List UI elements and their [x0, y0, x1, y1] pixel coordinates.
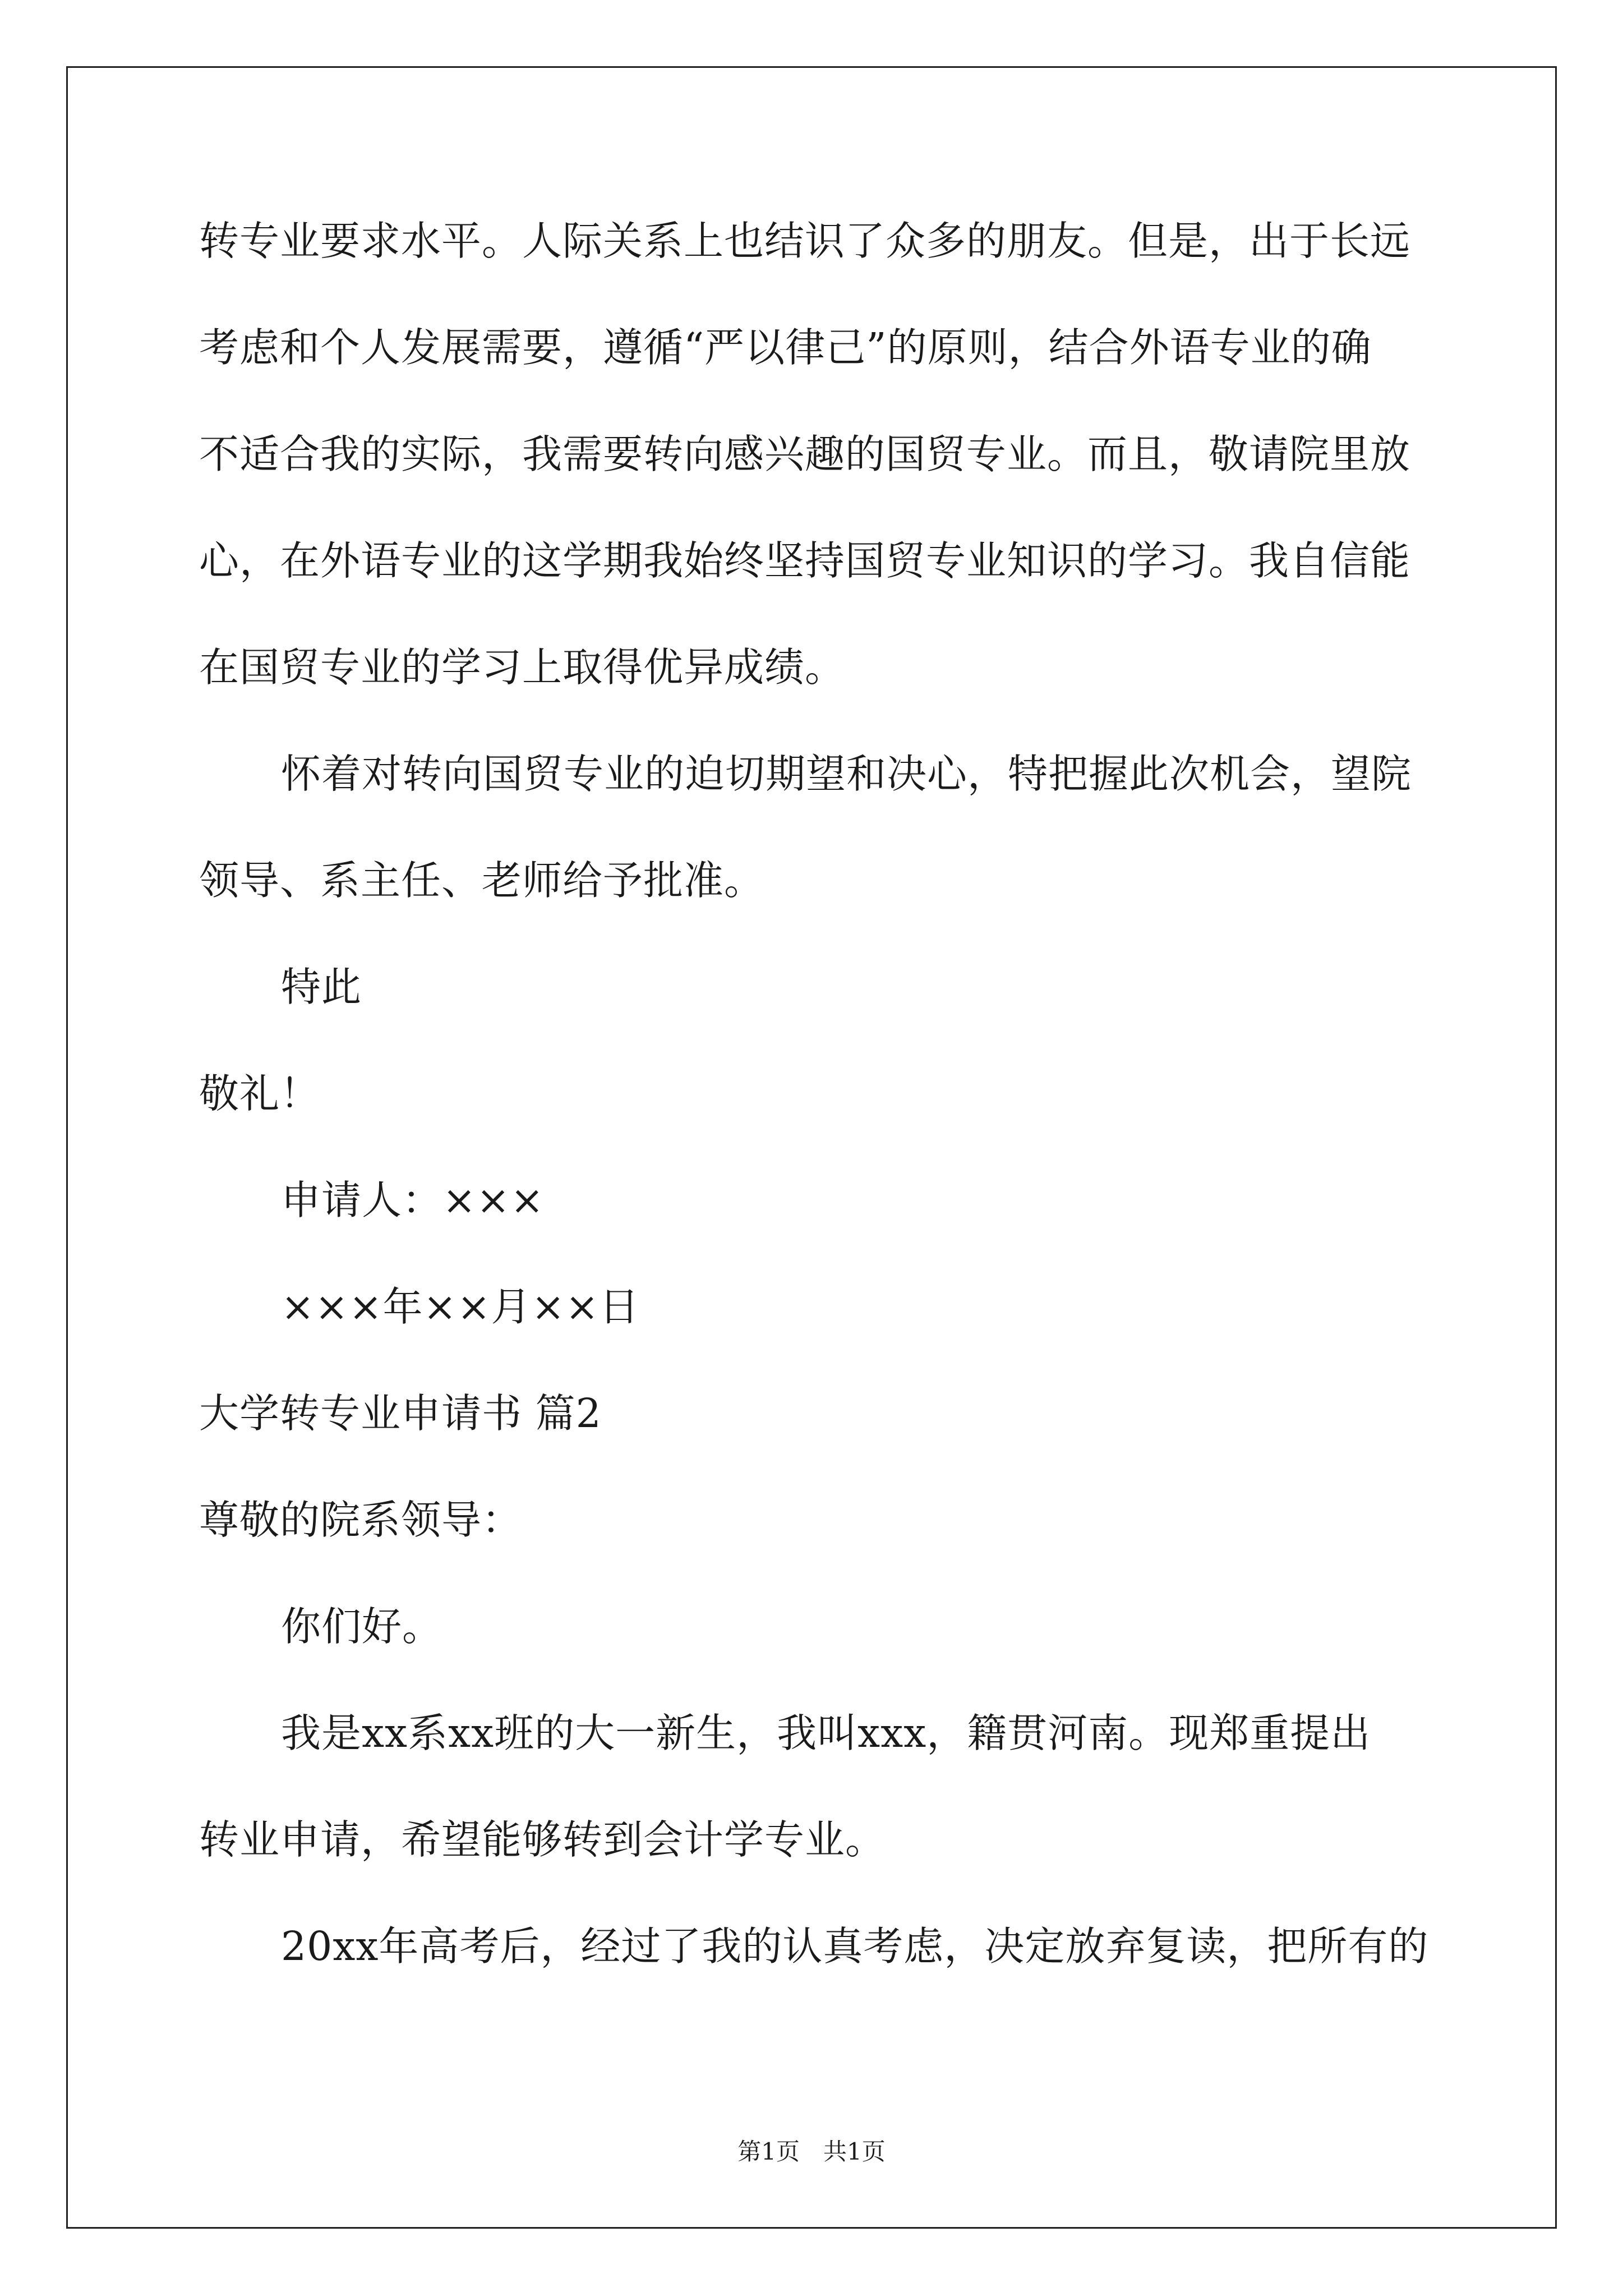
paragraph-line-1: 转专业要求水平。人际关系上也结识了众多的朋友。但是，出于长远 — [199, 218, 1411, 264]
paragraph-line-6: 怀着对转向国贸专业的迫切期望和决心，特把握此次机会，望院 — [281, 751, 1412, 797]
salutation: 尊敬的院系领导： — [199, 1497, 523, 1543]
paragraph-line-3: 不适合我的实际，我需要转向感兴趣的国贸专业。而且，敬请院里放 — [199, 431, 1411, 477]
paragraph-line-7: 领导、系主任、老师给予批准。 — [199, 857, 765, 904]
paragraph-line-5: 在国贸专业的学习上取得优异成绩。 — [199, 644, 846, 691]
closing-salute: 敬礼！ — [199, 1070, 321, 1117]
paragraph-line-2: 考虑和个人发展需要，遵循“严以律己”的原则，结合外语专业的确 — [199, 324, 1372, 371]
signature-date: ×××年××月××日 — [281, 1283, 640, 1330]
applicant-signature: 申请人：××× — [281, 1177, 545, 1223]
paragraph-line-8: 我是xx系xx班的大一新生，我叫xxx，籍贯河南。现郑重提出 — [281, 1710, 1371, 1756]
page-footer: 第1页 共1页 — [737, 2138, 886, 2165]
paragraph-line-4: 心，在外语专业的这学期我始终坚持国贸专业知识的学习。我自信能 — [199, 537, 1411, 584]
greeting: 你们好。 — [281, 1603, 443, 1650]
paragraph-line-10: 20xx年高考后，经过了我的认真考虑，决定放弃复读，把所有的 — [281, 1923, 1429, 1970]
section-heading: 大学转专业申请书 篇2 — [199, 1390, 602, 1437]
paragraph-line-9: 转业申请，希望能够转到会计学专业。 — [199, 1816, 886, 1863]
page-border — [66, 66, 1557, 2229]
closing-tecu: 特此 — [281, 964, 362, 1010]
